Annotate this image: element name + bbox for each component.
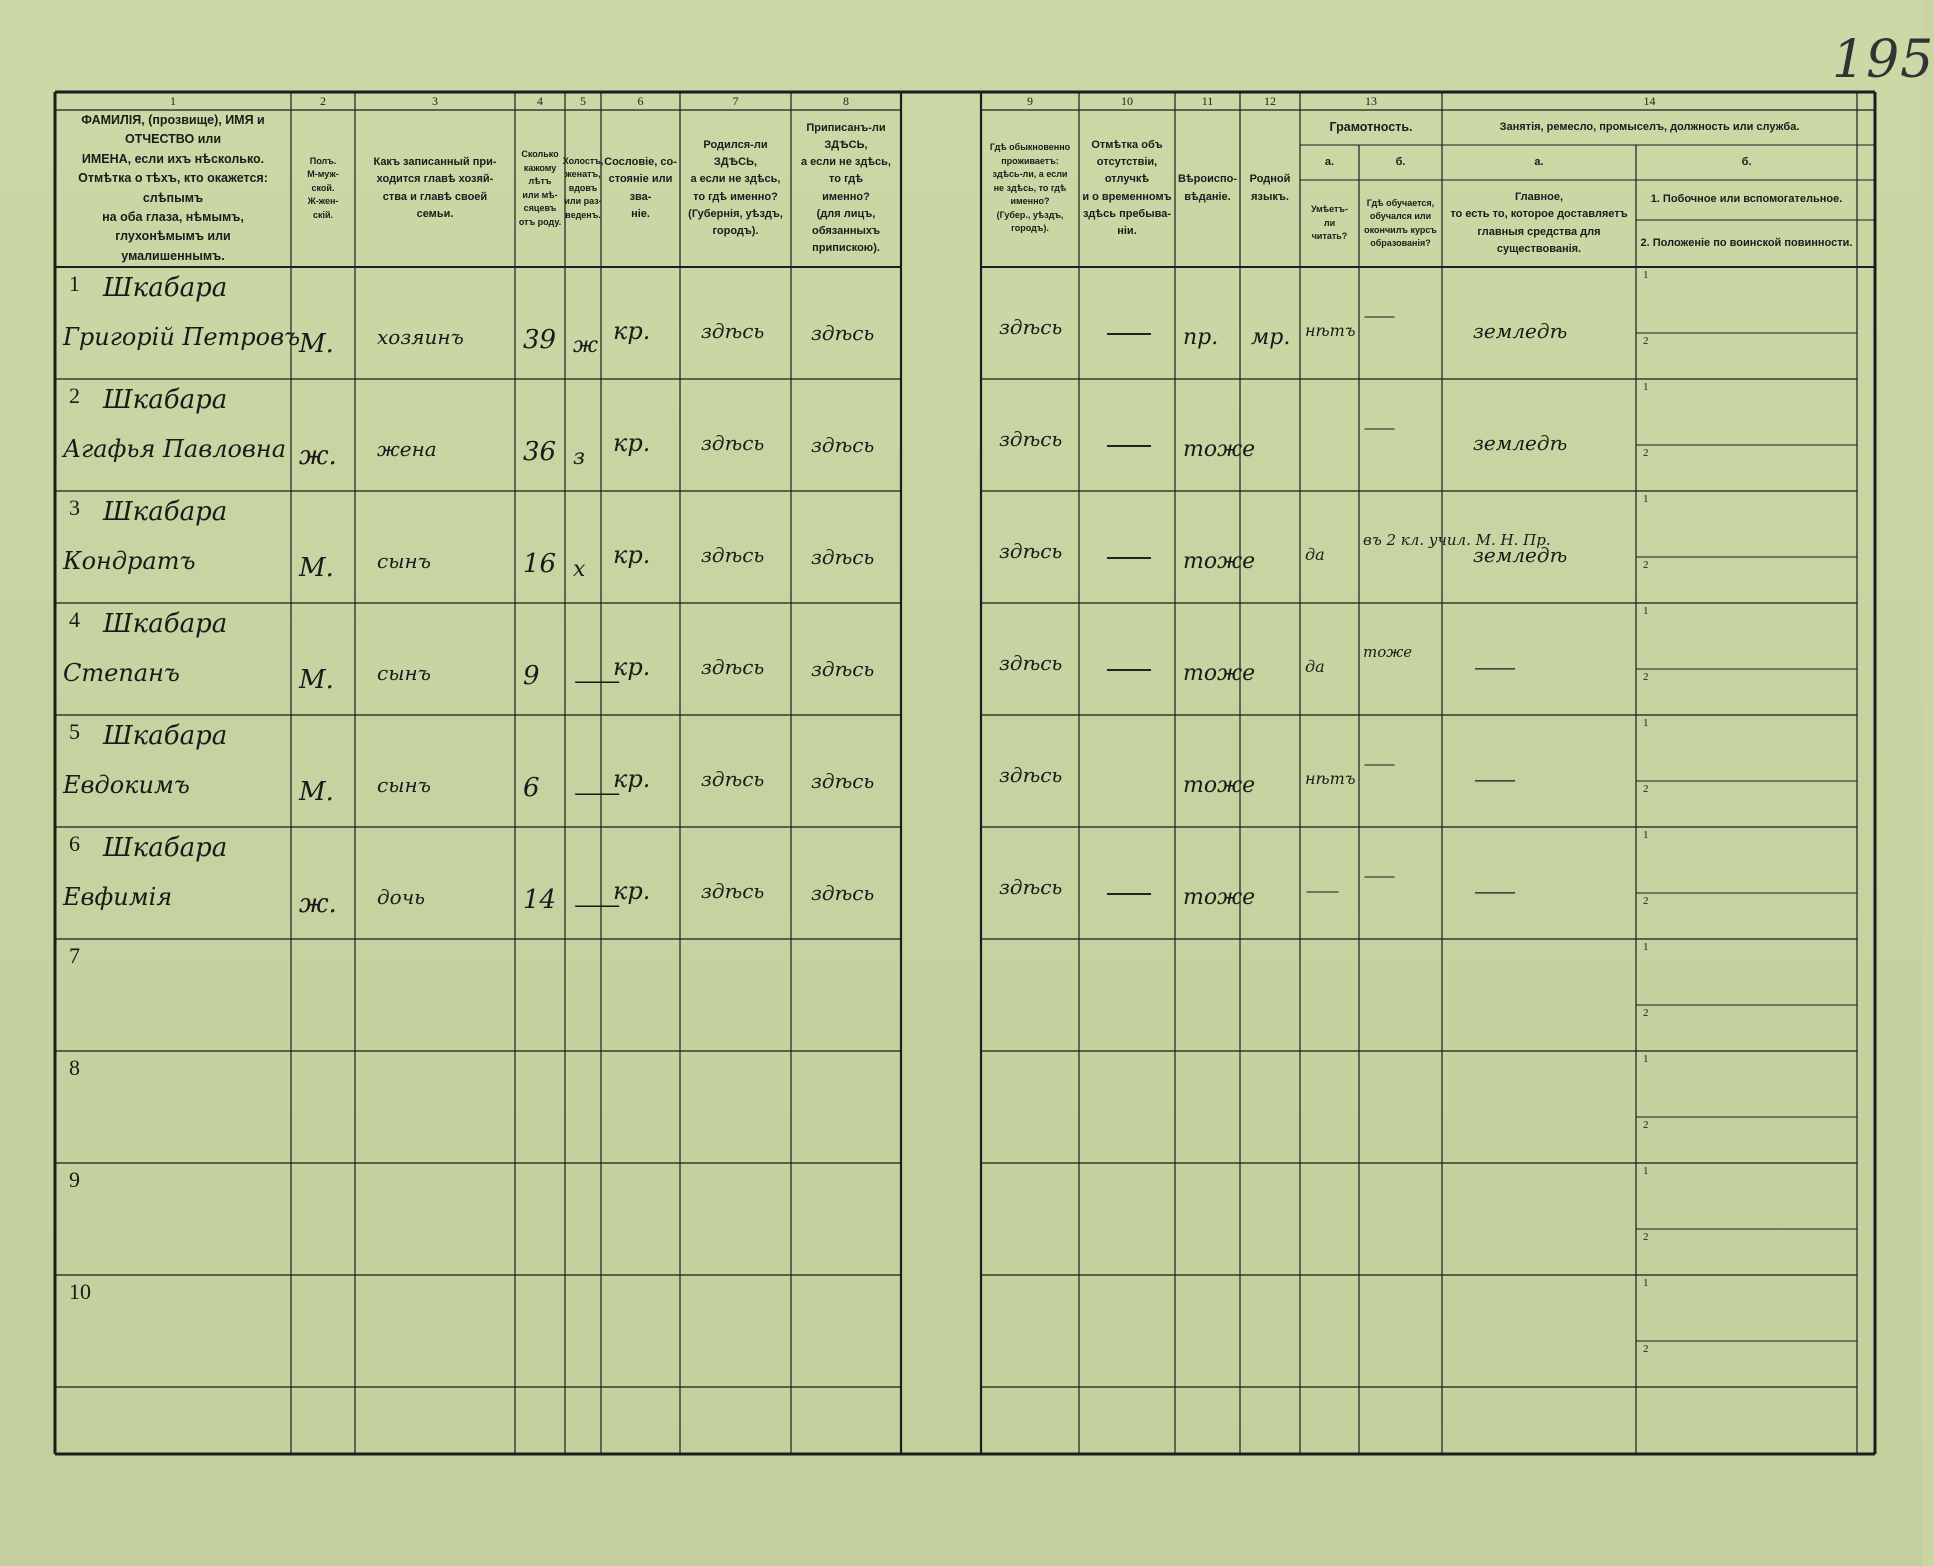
sub-label-2: 2	[1643, 895, 1649, 907]
row-number: 5	[69, 719, 80, 744]
column-number: 8	[843, 93, 849, 108]
residence-text: здѣсь	[999, 763, 1063, 787]
language-text: мр.	[1251, 325, 1291, 350]
page-number: 195	[1832, 30, 1934, 90]
estate-text: кр.	[613, 765, 651, 793]
sex-text: М.	[299, 329, 334, 359]
residence-text: здѣсь	[999, 651, 1063, 675]
column-number: 7	[732, 93, 739, 108]
given-name-text: Кондратъ	[63, 547, 196, 575]
header-occupation-b: б.	[1741, 155, 1752, 168]
sub-label-2: 2	[1643, 783, 1649, 795]
birthplace-text: здѣсь	[701, 655, 765, 679]
marital-text: з	[573, 445, 585, 470]
header-marital: Холостъ, женатъ, вдовъ или раз- веденъ.	[562, 155, 604, 220]
sub-label-1: 1	[1643, 1277, 1649, 1289]
absence-dash	[1107, 445, 1151, 447]
absence-dash	[1107, 893, 1151, 895]
row-number: 8	[69, 1055, 80, 1080]
column-number: 10	[1121, 93, 1133, 108]
literacy-text: да	[1305, 657, 1325, 676]
relation-text: сынъ	[377, 773, 431, 797]
registration-text: здѣсь	[811, 545, 875, 569]
relation-text: хозяинъ	[377, 325, 464, 349]
sex-text: М.	[299, 777, 334, 807]
estate-text: кр.	[613, 541, 651, 569]
school-text: тоже	[1363, 643, 1413, 661]
birthplace-text: здѣсь	[701, 319, 765, 343]
age-text: 14	[523, 885, 557, 915]
sub-label-1: 1	[1643, 1165, 1649, 1177]
literacy-text: да	[1305, 545, 1325, 564]
header-main-occupation: Главное, то есть то, которое доставляетъ главныя средства для существованія.	[1450, 191, 1628, 255]
religion-text: тоже	[1183, 773, 1256, 798]
sub-label-2: 2	[1643, 559, 1649, 571]
row-number: 7	[69, 943, 80, 968]
sub-label-1: 1	[1643, 941, 1649, 953]
occupation-text: земледѣ	[1473, 543, 1568, 567]
given-name-text: Евфимія	[63, 883, 173, 911]
row-number: 10	[69, 1279, 91, 1304]
surname-text: Шкабара	[103, 833, 228, 863]
marital-text: —	[573, 781, 622, 806]
surname-text: Шкабара	[103, 385, 228, 415]
residence-text: здѣсь	[999, 315, 1063, 339]
literacy-text: —	[1305, 881, 1341, 900]
marital-text: ж	[573, 333, 599, 358]
sub-label-2: 2	[1643, 671, 1649, 683]
header-religion: Вѣроиспо- вѣданіе.	[1177, 173, 1238, 203]
given-name-text: Агафья Павловна	[63, 435, 287, 463]
birthplace-text: здѣсь	[701, 767, 765, 791]
religion-text: пр.	[1183, 325, 1219, 350]
birthplace-text: здѣсь	[701, 543, 765, 567]
estate-text: кр.	[613, 317, 651, 345]
column-number: 11	[1201, 93, 1214, 108]
sub-label-1: 1	[1643, 717, 1649, 729]
estate-text: кр.	[613, 653, 651, 681]
header-secondary-occupation: 1. Побочное или вспомогательное.	[1650, 193, 1843, 206]
header-age: Сколько кажому лѣтъ или мѣ- сяцевъ отъ роду.	[518, 149, 562, 227]
age-text: 9	[523, 661, 540, 691]
header-residence: Гдѣ обыкновенно проживаетъ: здѣсь-ли, а если не здѣсь, то гдѣ именно? (Губер., уѣздъ, городъ).	[989, 142, 1071, 234]
header-school: Гдѣ обучается, обучался или окончилъ курсъ образованія?	[1364, 197, 1437, 248]
religion-text: тоже	[1183, 549, 1256, 574]
header-born: Родился-ли ЗДѢСЬ, а если не здѣсь, то гдѣ именно? (Губернія, уѣздъ, городъ).	[688, 139, 783, 237]
header-absence: Отмѣтка объ отсутствіи, отлучкѣ и о временномъ здѣсь пребыва- ніи.	[1082, 139, 1172, 237]
surname-text: Шкабара	[103, 273, 228, 303]
column-number: 12	[1264, 93, 1276, 108]
header-literacy-a: а.	[1324, 155, 1335, 168]
school-text: —	[1363, 419, 1396, 437]
age-text: 16	[523, 549, 557, 579]
header-sex: Полъ. М-муж- ской. Ж-жен- скій.	[307, 155, 339, 220]
column-number: 9	[1027, 93, 1033, 108]
sub-label-1: 1	[1643, 269, 1649, 281]
column-number: 2	[320, 93, 326, 108]
marital-text: —	[573, 893, 622, 918]
sub-label-1: 1	[1643, 493, 1649, 505]
registration-text: здѣсь	[811, 321, 875, 345]
row-number: 1	[69, 271, 80, 296]
column-number: 3	[432, 93, 438, 108]
residence-text: здѣсь	[999, 875, 1063, 899]
estate-text: кр.	[613, 429, 651, 457]
header-estate: Сословіе, со- стояніе или зва- ніе.	[604, 156, 677, 220]
relation-text: сынъ	[377, 549, 431, 573]
registration-text: здѣсь	[811, 657, 875, 681]
sub-label-2: 2	[1643, 335, 1649, 347]
header-relation: Какъ записанный при- ходится главѣ хозяй- ства и главѣ своей семьи.	[373, 156, 497, 220]
header-name: ФАМИЛІЯ, (прозвище), ИМЯ и ОТЧЕСТВО или ИМЕНА, если ихъ нѣсколько. Отмѣтка о тѣхъ, кто окажется: слѣпымъ на оба глаза, нѣмымъ, глухонѣмымъ или умалишеннымъ.	[78, 113, 268, 263]
sub-label-2: 2	[1643, 1343, 1649, 1355]
row-number: 9	[69, 1167, 80, 1192]
registration-text: здѣсь	[811, 881, 875, 905]
sub-label-1: 1	[1643, 1053, 1649, 1065]
absence-dash	[1107, 333, 1151, 335]
surname-text: Шкабара	[103, 497, 228, 527]
religion-text: тоже	[1183, 437, 1256, 462]
census-table	[55, 92, 1875, 1462]
marital-text: —	[573, 669, 622, 694]
header-registered: Приписанъ-ли ЗДѢСЬ, а если не здѣсь, то гдѣ именно? (для лицъ, обязанныхъ припискою).	[800, 122, 891, 254]
occupation-text: —	[1473, 767, 1517, 791]
header-occupation-a: а.	[1534, 155, 1544, 168]
occupation-text: земледѣ	[1473, 431, 1568, 455]
header-language: Родной языкъ.	[1249, 173, 1291, 203]
relation-text: жена	[377, 437, 437, 461]
birthplace-text: здѣсь	[701, 431, 765, 455]
age-text: 39	[523, 325, 557, 355]
given-name-text: Евдокимъ	[63, 771, 190, 799]
sex-text: ж.	[299, 441, 337, 471]
header-can-read: Умѣетъ- ли читать?	[1311, 204, 1348, 242]
sub-label-1: 1	[1643, 829, 1649, 841]
registration-text: здѣсь	[811, 433, 875, 457]
sub-label-2: 2	[1643, 1231, 1649, 1243]
registration-text: здѣсь	[811, 769, 875, 793]
column-number: 5	[580, 93, 586, 108]
row-number: 4	[69, 607, 80, 632]
relation-text: дочь	[377, 885, 426, 909]
age-text: 6	[523, 773, 540, 803]
row-number: 2	[69, 383, 80, 408]
header-military-status: 2. Положеніе по воинской повинности.	[1640, 236, 1853, 249]
sex-text: ж.	[299, 889, 337, 919]
header-literacy: Грамотность.	[1329, 119, 1413, 134]
literacy-text: нѣтъ	[1305, 769, 1356, 788]
column-number: 14	[1643, 93, 1656, 108]
residence-text: здѣсь	[999, 427, 1063, 451]
marital-text: х	[573, 557, 586, 582]
literacy-text: нѣтъ	[1305, 321, 1356, 340]
header-literacy-b: б.	[1395, 155, 1406, 168]
column-number: 4	[537, 93, 543, 108]
surname-text: Шкабара	[103, 609, 228, 639]
occupation-text: —	[1473, 879, 1517, 903]
absence-dash	[1107, 669, 1151, 671]
row-number: 3	[69, 495, 80, 520]
column-number: 1	[170, 93, 176, 108]
surname-text: Шкабара	[103, 721, 228, 751]
given-name-text: Степанъ	[63, 659, 180, 687]
school-text: —	[1363, 867, 1396, 885]
birthplace-text: здѣсь	[701, 879, 765, 903]
age-text: 36	[523, 437, 557, 467]
residence-text: здѣсь	[999, 539, 1063, 563]
relation-text: сынъ	[377, 661, 431, 685]
school-text: въ 2 кл. учил. М. Н. Пр.	[1363, 531, 1551, 549]
school-text: —	[1363, 755, 1396, 773]
sub-label-2: 2	[1643, 1007, 1649, 1019]
sub-label-2: 2	[1643, 1119, 1649, 1131]
occupation-text: земледѣ	[1473, 319, 1568, 343]
sub-label-1: 1	[1643, 605, 1649, 617]
estate-text: кр.	[613, 877, 651, 905]
occupation-text: —	[1473, 655, 1517, 679]
sub-label-1: 1	[1643, 381, 1649, 393]
absence-dash	[1107, 557, 1151, 559]
header-occupation: Занятія, ремесло, промыселъ, должность или служба.	[1499, 120, 1800, 133]
column-number: 13	[1365, 93, 1377, 108]
given-name-text: Григорій Петровъ	[63, 323, 301, 351]
sex-text: М.	[299, 665, 334, 695]
column-number: 6	[637, 93, 644, 108]
row-number: 6	[69, 831, 80, 856]
school-text: —	[1363, 307, 1396, 325]
sub-label-2: 2	[1643, 447, 1649, 459]
religion-text: тоже	[1183, 661, 1256, 686]
religion-text: тоже	[1183, 885, 1256, 910]
sex-text: М.	[299, 553, 334, 583]
